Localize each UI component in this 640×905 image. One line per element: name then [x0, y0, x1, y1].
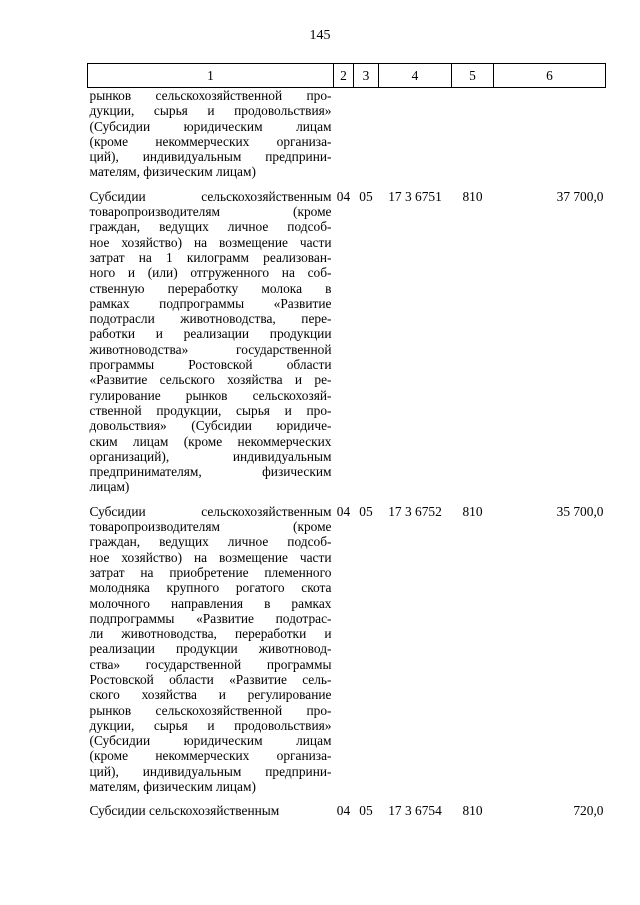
- description-line: (кроме некоммерческих организа-: [89, 748, 332, 764]
- description-line: граждан, ведущих личное подсоб-: [89, 534, 332, 550]
- description-line: молодняка крупного рогатого скота: [89, 580, 332, 596]
- table-row: [88, 88, 606, 180]
- budget-table: [87, 63, 606, 819]
- row-description: [88, 495, 334, 795]
- description-line: рынков сельскохозяйственной про-: [89, 702, 332, 718]
- amount-value: [494, 88, 606, 180]
- table-header-row: [88, 64, 606, 88]
- description-line: товаропроизводителям (кроме: [89, 519, 332, 535]
- description-line: программы Ростовской области: [89, 357, 332, 373]
- description-line: ное хозяйство) на возмещение части: [89, 234, 332, 250]
- subsection-code: 05: [359, 803, 373, 819]
- expense-type-code: [452, 88, 494, 180]
- description-line: Ростовской области «Развитие сель-: [89, 671, 332, 687]
- description-line: работки и реализации продукции: [89, 326, 332, 342]
- section-code: 04: [336, 803, 351, 819]
- description-line: гулирование рынков сельскохозяй-: [89, 387, 332, 403]
- description-line: ства» государственной программы: [89, 656, 332, 672]
- expense-type-code: 810: [462, 188, 483, 204]
- description-line: дукции, сырья и продовольствия»: [89, 717, 332, 733]
- description-line: мателям, физическим лицам): [89, 779, 256, 795]
- description-line: молочного направления в рамках: [89, 595, 332, 611]
- description-line: «Развитие сельского хозяйства и ре-: [89, 372, 332, 388]
- column-header-5: 5: [452, 64, 494, 88]
- description-line: Субсидии сельскохозяйственным: [89, 503, 332, 519]
- description-line: ций), индивидуальным предприни-: [89, 149, 332, 165]
- target-article-code: 17 3 6752: [388, 503, 442, 519]
- description-line: затрат на приобретение племенного: [89, 564, 332, 580]
- description-line: Субсидии сельскохозяйственным: [89, 803, 280, 819]
- table-row: [88, 794, 606, 818]
- description-line: Субсидии сельскохозяйственным: [89, 188, 332, 204]
- row-description: [88, 180, 334, 495]
- subsection-code: [354, 88, 379, 180]
- target-article-code: 17 3 6751: [388, 188, 442, 204]
- section-code: 04: [336, 503, 351, 519]
- amount-value: 35 700,0: [556, 503, 604, 519]
- description-line: мателям, физическим лицам): [89, 164, 256, 180]
- column-header-3: 3: [354, 64, 379, 88]
- column-header-2: 2: [334, 64, 354, 88]
- column-header-1: 1: [88, 64, 334, 88]
- description-line: граждан, ведущих личное подсоб-: [89, 219, 332, 235]
- description-line: дукции, сырья и продовольствия»: [89, 103, 332, 119]
- description-line: (Субсидии юридическим лицам: [89, 118, 332, 134]
- description-line: ственную переработку молока в: [89, 280, 332, 296]
- description-line: затрат на 1 килограмм реализован-: [89, 249, 332, 265]
- description-line: ского хозяйства и регулирование: [89, 687, 332, 703]
- description-line: (кроме некоммерческих организа-: [89, 133, 332, 149]
- target-article-code: [379, 88, 452, 180]
- description-line: организаций), индивидуальным: [89, 448, 332, 464]
- row-description: [88, 88, 334, 180]
- description-line: товаропроизводителям (кроме: [89, 204, 332, 220]
- description-line: подотрасли животноводства, пере-: [89, 311, 332, 327]
- target-article-code: 17 3 6754: [388, 803, 442, 819]
- description-line: рынков сельскохозяйственной про-: [89, 88, 332, 103]
- subsection-code: 05: [359, 188, 373, 204]
- description-line: ли животноводства, переработки и: [89, 626, 332, 642]
- description-line: подпрограммы «Развитие подотрас-: [89, 610, 332, 626]
- expense-type-code: 810: [462, 803, 483, 819]
- table-row: [88, 180, 606, 495]
- column-header-6: 6: [494, 64, 606, 88]
- table-row: [88, 495, 606, 795]
- section-code: 04: [336, 188, 351, 204]
- description-line: предпринимателям, физическим: [89, 464, 332, 480]
- description-line: животноводства» государственной: [89, 341, 332, 357]
- row-description: [88, 794, 334, 818]
- amount-value: 720,0: [573, 803, 604, 819]
- description-line: (Субсидии юридическим лицам: [89, 733, 332, 749]
- table-body: [88, 88, 606, 819]
- description-line: ским лицам (кроме некоммерческих: [89, 433, 332, 449]
- description-line: довольствия» (Субсидии юридиче-: [89, 418, 332, 434]
- description-line: ное хозяйство) на возмещение части: [89, 549, 332, 565]
- description-line: ций), индивидуальным предприни-: [89, 763, 332, 779]
- expense-type-code: 810: [462, 503, 483, 519]
- description-line: реализации продукции животновод-: [89, 641, 332, 657]
- column-header-4: 4: [379, 64, 452, 88]
- description-line: ного и (или) отгруженного на соб-: [89, 265, 332, 281]
- subsection-code: 05: [359, 503, 373, 519]
- description-line: рамках подпрограммы «Развитие: [89, 295, 332, 311]
- amount-value: 37 700,0: [556, 188, 604, 204]
- section-code: [334, 88, 354, 180]
- page-number: 145: [309, 28, 331, 43]
- description-line: лицам): [89, 479, 130, 495]
- description-line: ственной продукции, сырья и про-: [89, 402, 332, 418]
